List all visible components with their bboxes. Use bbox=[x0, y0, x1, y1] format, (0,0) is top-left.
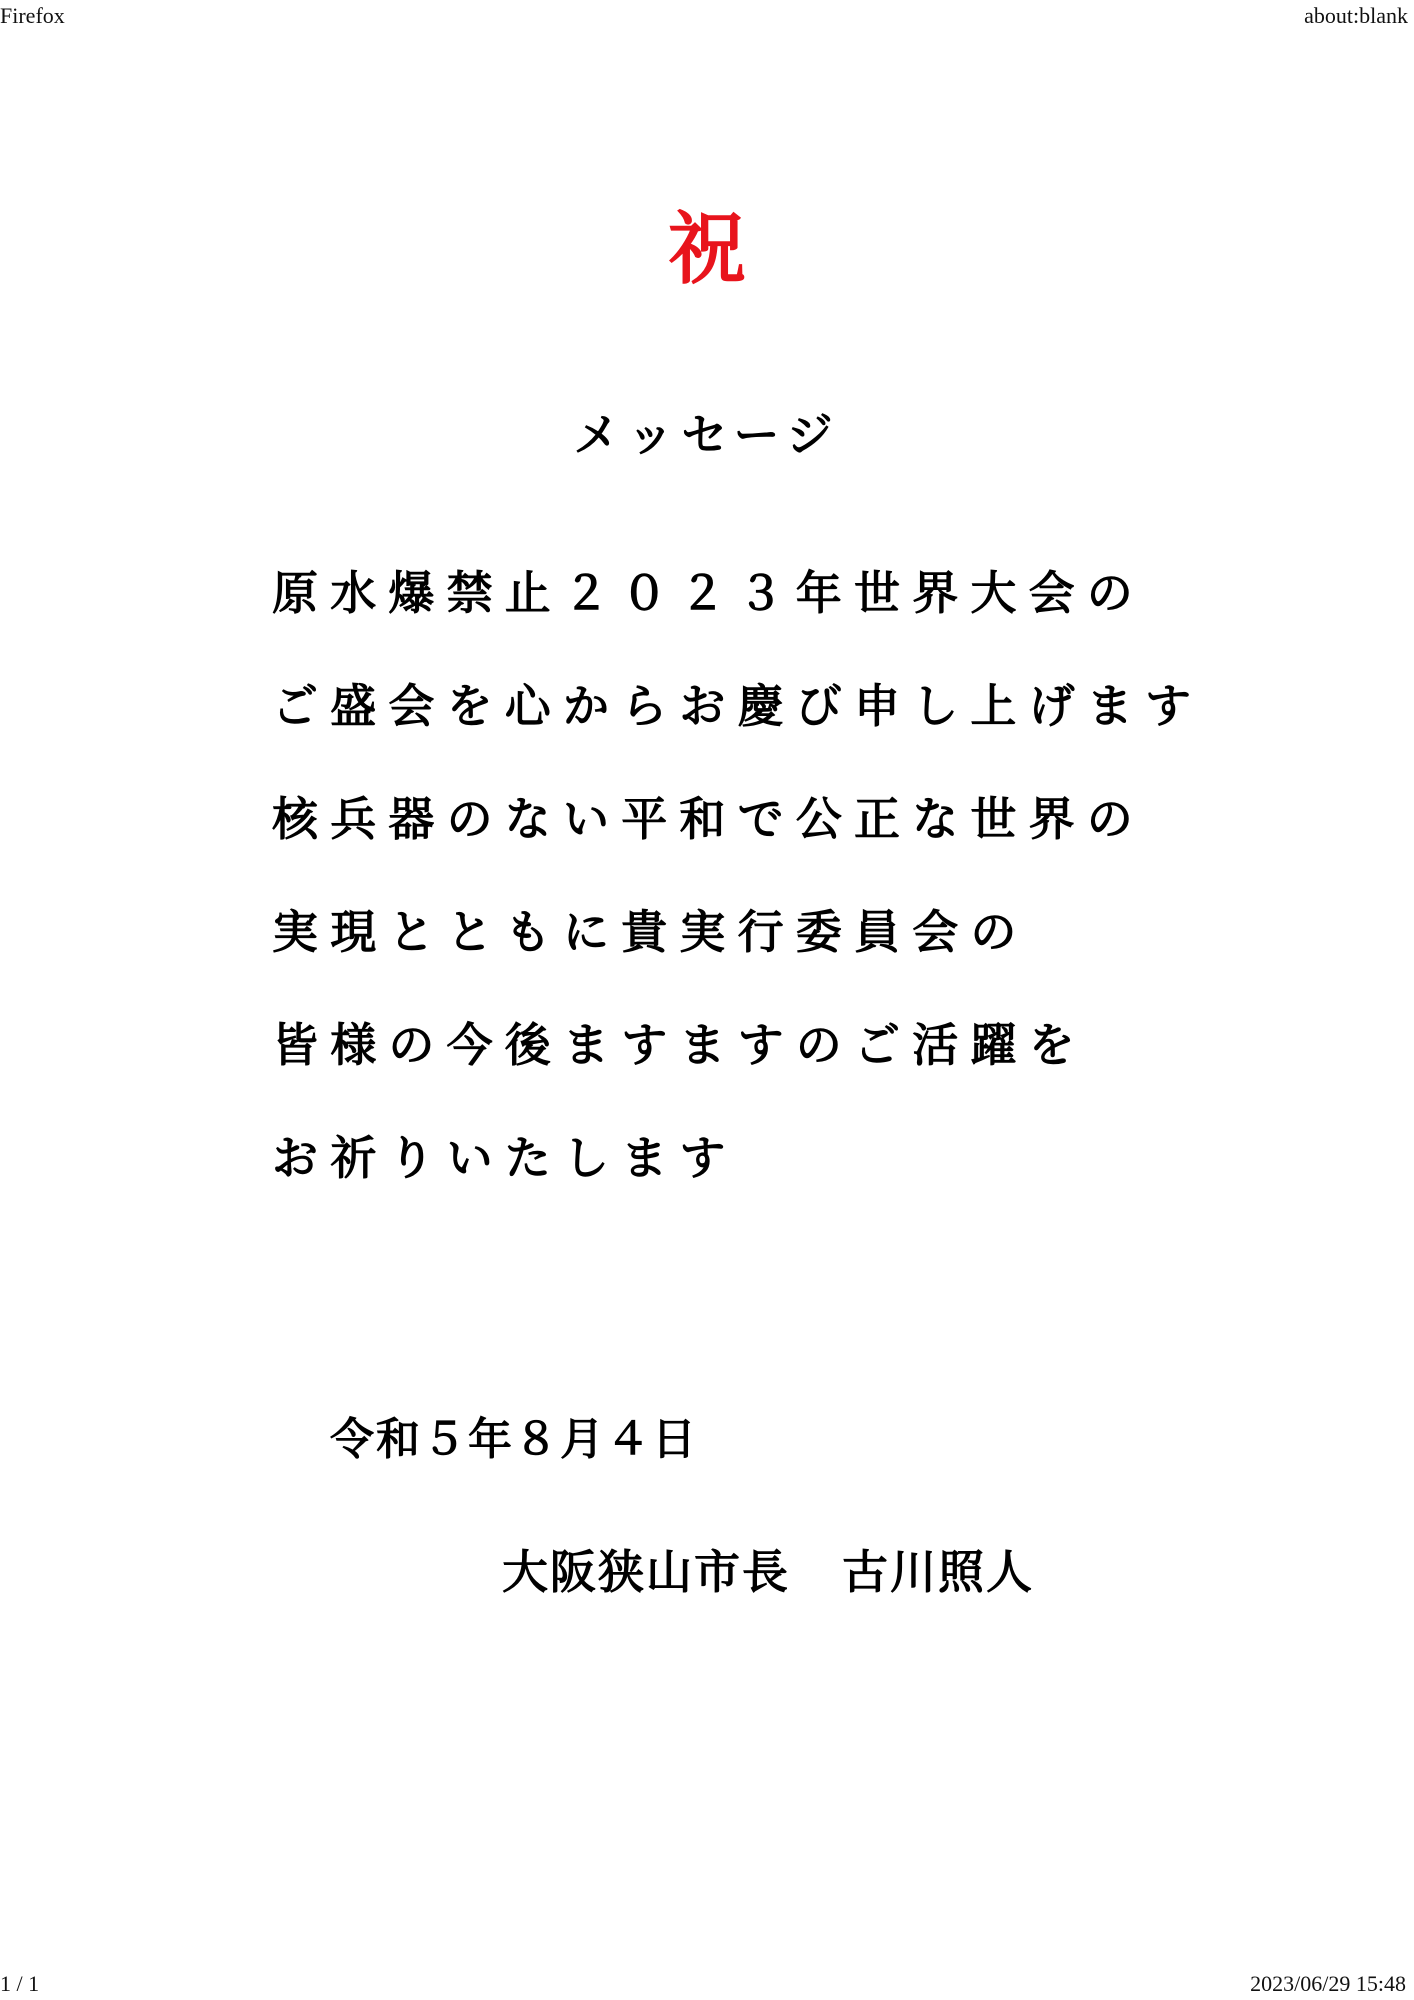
message-line-4: 実現とともに貴実行委員会の bbox=[272, 905, 1029, 959]
print-footer-page-count: 1 / 1 bbox=[0, 1971, 40, 1996]
celebration-heading: 祝 bbox=[667, 204, 746, 295]
print-footer-timestamp: 2023/06/29 15:48 bbox=[1250, 1971, 1406, 1996]
message-date: 令和５年８月４日 bbox=[330, 1414, 698, 1465]
message-title: メッセージ bbox=[573, 408, 841, 462]
message-line-3: 核兵器のない平和で公正な世界の bbox=[272, 792, 1145, 846]
signature-title: 大阪狭山市長 bbox=[502, 1545, 790, 1599]
message-line-6: お祈りいたします bbox=[272, 1131, 738, 1185]
print-header-url: about:blank bbox=[1304, 3, 1408, 28]
message-line-1: 原水爆禁止２０２３年世界大会の bbox=[272, 566, 1145, 620]
message-body bbox=[272, 560, 1204, 1238]
signature-name: 古川照人 bbox=[842, 1545, 1034, 1599]
print-header-app-name: Firefox bbox=[0, 3, 65, 28]
message-line-2: ご盛会を心からお慶び申し上げます bbox=[272, 679, 1204, 733]
signature bbox=[502, 1540, 1034, 1604]
message-line-5: 皆様の今後ますますのご活躍を bbox=[272, 1018, 1087, 1072]
